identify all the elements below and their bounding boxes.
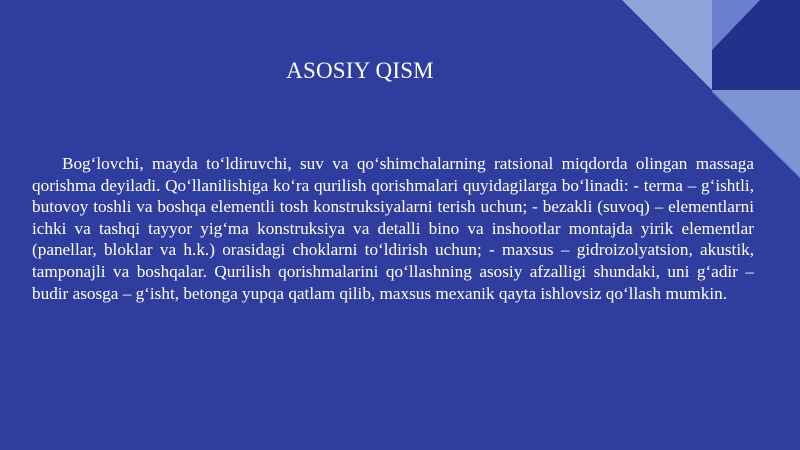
slide-title: ASOSIY QISM bbox=[286, 58, 434, 83]
body-paragraph: Bog‘lovchi, mayda to‘ldiruvchi, suv va qo‘shimchalarning ratsional miqdorda olingan massaga qorishma deyiladi. Qo‘llanilishiga ko‘ra qurilish qorishmalari quyidagilarga bo‘linadi: - terma – g‘ishtli, butovoy toshli va boshqa elementli tosh konstruksiyalarni terish uchun; - bezakli (suvoq) – elementlarni ichki va tashqi tayyor yig‘ma konstruksiya va detalli bino va inshootlar montajda yirik elementlar (panellar, bloklar va h.k.) orasidagi choklarni to‘ldirish uchun; - maxsus – gidroizolyatsion, akustik, tamponajli va boshqalar. Qurilish qorishmalarini qo‘llashning asosiy afzalligi shundaki, uni g‘adir – budir asosga – g‘isht, betonga yupqa qatlam qilib, maxsus mexanik qayta ishlovsiz qo‘llash mumkin. bbox=[32, 154, 754, 303]
deco-light-triangle bbox=[622, 0, 712, 90]
